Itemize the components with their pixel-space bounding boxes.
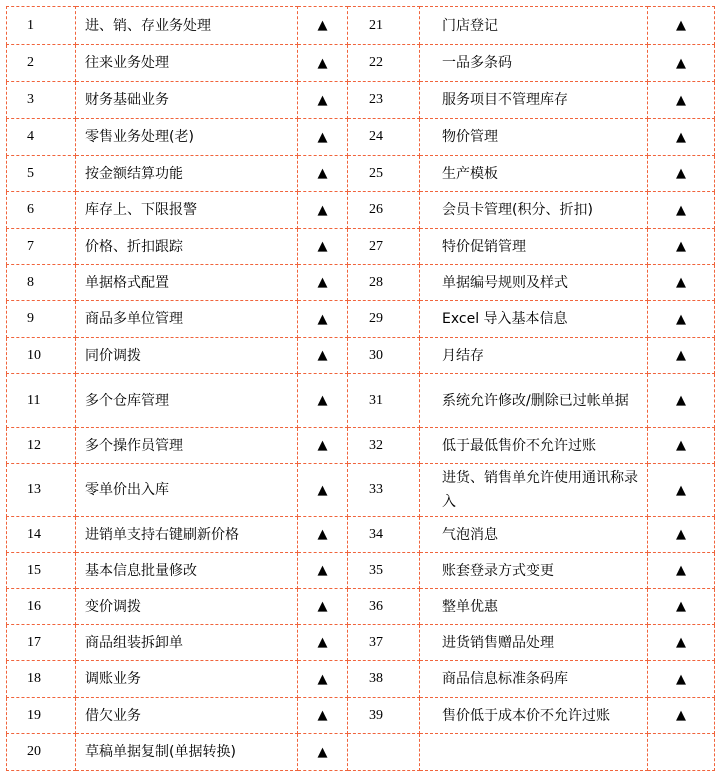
feature-mark-right: ▲ — [648, 229, 715, 265]
table-row — [7, 734, 715, 771]
feature-name-left: 基本信息批量修改 — [76, 553, 298, 589]
feature-name-left: 进销单支持右键刷新价格 — [76, 517, 298, 553]
table-row — [7, 698, 715, 734]
feature-name-right: 生产模板 — [420, 156, 648, 192]
feature-name-right: 进货销售赠品处理 — [420, 625, 648, 661]
feature-mark-right: ▲ — [648, 82, 715, 119]
feature-number-left: 5 — [7, 156, 76, 192]
table-row — [7, 119, 715, 156]
feature-name-left: 商品组装拆卸单 — [76, 625, 298, 661]
feature-mark-left: ▲ — [298, 517, 348, 553]
feature-number-left: 10 — [7, 338, 76, 374]
table-row — [7, 7, 715, 45]
feature-name-left: 同价调拨 — [76, 338, 298, 374]
feature-number-left: 11 — [7, 374, 76, 428]
feature-mark-right: ▲ — [648, 374, 715, 428]
feature-mark-right: ▲ — [648, 464, 715, 517]
feature-mark-left: ▲ — [298, 553, 348, 589]
feature-name-right: 服务项目不管理库存 — [420, 82, 648, 119]
feature-name-left: 零售业务处理(老) — [76, 119, 298, 156]
feature-mark-right: ▲ — [648, 553, 715, 589]
feature-number-right: 31 — [348, 374, 420, 428]
feature-name-left: 往来业务处理 — [76, 45, 298, 82]
feature-number-left: 17 — [7, 625, 76, 661]
feature-number-left: 1 — [7, 7, 76, 45]
feature-number-left: 13 — [7, 464, 76, 517]
table-row — [7, 553, 715, 589]
feature-number-right: 30 — [348, 338, 420, 374]
feature-name-right: Excel 导入基本信息 — [420, 301, 648, 338]
feature-name-left: 变价调拨 — [76, 589, 298, 625]
feature-mark-right: ▲ — [648, 517, 715, 553]
feature-mark-left: ▲ — [298, 698, 348, 734]
feature-mark-left: ▲ — [298, 661, 348, 698]
feature-name-right: 整单优惠 — [420, 589, 648, 625]
table-row — [7, 156, 715, 192]
feature-number-left: 20 — [7, 734, 76, 771]
feature-number-left: 16 — [7, 589, 76, 625]
table-row — [7, 301, 715, 338]
feature-name-right: 气泡消息 — [420, 517, 648, 553]
table-row — [7, 265, 715, 301]
feature-number-right: 29 — [348, 301, 420, 338]
feature-name-right: 进货、销售单允许使用通讯称录入 — [420, 464, 648, 517]
table-row — [7, 45, 715, 82]
feature-number-right — [348, 734, 420, 771]
feature-number-right: 21 — [348, 7, 420, 45]
feature-name-left: 商品多单位管理 — [76, 301, 298, 338]
feature-mark-right: ▲ — [648, 661, 715, 698]
feature-number-right: 34 — [348, 517, 420, 553]
feature-name-right: 低于最低售价不允许过账 — [420, 428, 648, 464]
feature-number-right: 39 — [348, 698, 420, 734]
feature-number-right: 35 — [348, 553, 420, 589]
feature-mark-right: ▲ — [648, 625, 715, 661]
feature-name-right: 月结存 — [420, 338, 648, 374]
table-row — [7, 192, 715, 229]
feature-number-right: 32 — [348, 428, 420, 464]
table-row — [7, 661, 715, 698]
feature-mark-left: ▲ — [298, 374, 348, 428]
feature-mark-left: ▲ — [298, 428, 348, 464]
feature-mark-right: ▲ — [648, 156, 715, 192]
feature-mark-right — [648, 734, 715, 771]
feature-mark-left: ▲ — [298, 7, 348, 45]
feature-number-left: 14 — [7, 517, 76, 553]
feature-mark-left: ▲ — [298, 156, 348, 192]
feature-number-left: 4 — [7, 119, 76, 156]
feature-mark-right: ▲ — [648, 589, 715, 625]
feature-mark-left: ▲ — [298, 589, 348, 625]
feature-name-left: 进、销、存业务处理 — [76, 7, 298, 45]
feature-number-right: 24 — [348, 119, 420, 156]
feature-name-left: 财务基础业务 — [76, 82, 298, 119]
feature-mark-right: ▲ — [648, 338, 715, 374]
feature-name-left: 库存上、下限报警 — [76, 192, 298, 229]
feature-mark-left: ▲ — [298, 82, 348, 119]
feature-mark-left: ▲ — [298, 625, 348, 661]
feature-number-right: 25 — [348, 156, 420, 192]
feature-number-right: 26 — [348, 192, 420, 229]
feature-number-left: 8 — [7, 265, 76, 301]
feature-number-left: 18 — [7, 661, 76, 698]
feature-name-right: 系统允许修改/删除已过帐单据 — [420, 374, 648, 428]
feature-number-right: 33 — [348, 464, 420, 517]
feature-mark-right: ▲ — [648, 119, 715, 156]
feature-name-left: 多个操作员管理 — [76, 428, 298, 464]
feature-name-right: 商品信息标准条码库 — [420, 661, 648, 698]
feature-mark-left: ▲ — [298, 45, 348, 82]
feature-name-right — [420, 734, 648, 771]
table-row — [7, 517, 715, 553]
feature-mark-right: ▲ — [648, 45, 715, 82]
table-row — [7, 374, 715, 428]
feature-number-left: 19 — [7, 698, 76, 734]
feature-name-right: 单据编号规则及样式 — [420, 265, 648, 301]
feature-mark-left: ▲ — [298, 119, 348, 156]
feature-mark-left: ▲ — [298, 301, 348, 338]
feature-mark-right: ▲ — [648, 265, 715, 301]
feature-name-right: 售价低于成本价不允许过账 — [420, 698, 648, 734]
feature-number-right: 37 — [348, 625, 420, 661]
feature-number-right: 27 — [348, 229, 420, 265]
feature-name-left: 多个仓库管理 — [76, 374, 298, 428]
feature-mark-left: ▲ — [298, 464, 348, 517]
table-row — [7, 464, 715, 517]
feature-name-left: 单据格式配置 — [76, 265, 298, 301]
feature-number-right: 22 — [348, 45, 420, 82]
feature-number-left: 15 — [7, 553, 76, 589]
feature-number-right: 36 — [348, 589, 420, 625]
feature-number-left: 6 — [7, 192, 76, 229]
feature-mark-right: ▲ — [648, 192, 715, 229]
feature-number-right: 28 — [348, 265, 420, 301]
feature-name-left: 借欠业务 — [76, 698, 298, 734]
feature-name-right: 门店登记 — [420, 7, 648, 45]
feature-mark-left: ▲ — [298, 192, 348, 229]
feature-number-left: 12 — [7, 428, 76, 464]
feature-name-left: 价格、折扣跟踪 — [76, 229, 298, 265]
feature-mark-right: ▲ — [648, 7, 715, 45]
table-row — [7, 589, 715, 625]
feature-number-left: 3 — [7, 82, 76, 119]
table-row — [7, 338, 715, 374]
feature-mark-left: ▲ — [298, 734, 348, 771]
feature-name-right: 一品多条码 — [420, 45, 648, 82]
feature-table — [6, 6, 715, 771]
feature-mark-left: ▲ — [298, 338, 348, 374]
feature-number-left: 9 — [7, 301, 76, 338]
feature-mark-right: ▲ — [648, 301, 715, 338]
feature-name-right: 账套登录方式变更 — [420, 553, 648, 589]
table-row — [7, 428, 715, 464]
feature-mark-right: ▲ — [648, 428, 715, 464]
feature-name-right: 特价促销管理 — [420, 229, 648, 265]
feature-name-left: 按金额结算功能 — [76, 156, 298, 192]
feature-mark-right: ▲ — [648, 698, 715, 734]
feature-name-left: 零单价出入库 — [76, 464, 298, 517]
feature-mark-left: ▲ — [298, 265, 348, 301]
feature-name-left: 草稿单据复制(单据转换) — [76, 734, 298, 771]
feature-name-left: 调账业务 — [76, 661, 298, 698]
feature-name-right: 物价管理 — [420, 119, 648, 156]
feature-number-left: 2 — [7, 45, 76, 82]
feature-number-left: 7 — [7, 229, 76, 265]
table-row — [7, 82, 715, 119]
feature-name-right: 会员卡管理(积分、折扣) — [420, 192, 648, 229]
table-row — [7, 625, 715, 661]
feature-number-right: 38 — [348, 661, 420, 698]
feature-number-right: 23 — [348, 82, 420, 119]
table-row — [7, 229, 715, 265]
feature-mark-left: ▲ — [298, 229, 348, 265]
